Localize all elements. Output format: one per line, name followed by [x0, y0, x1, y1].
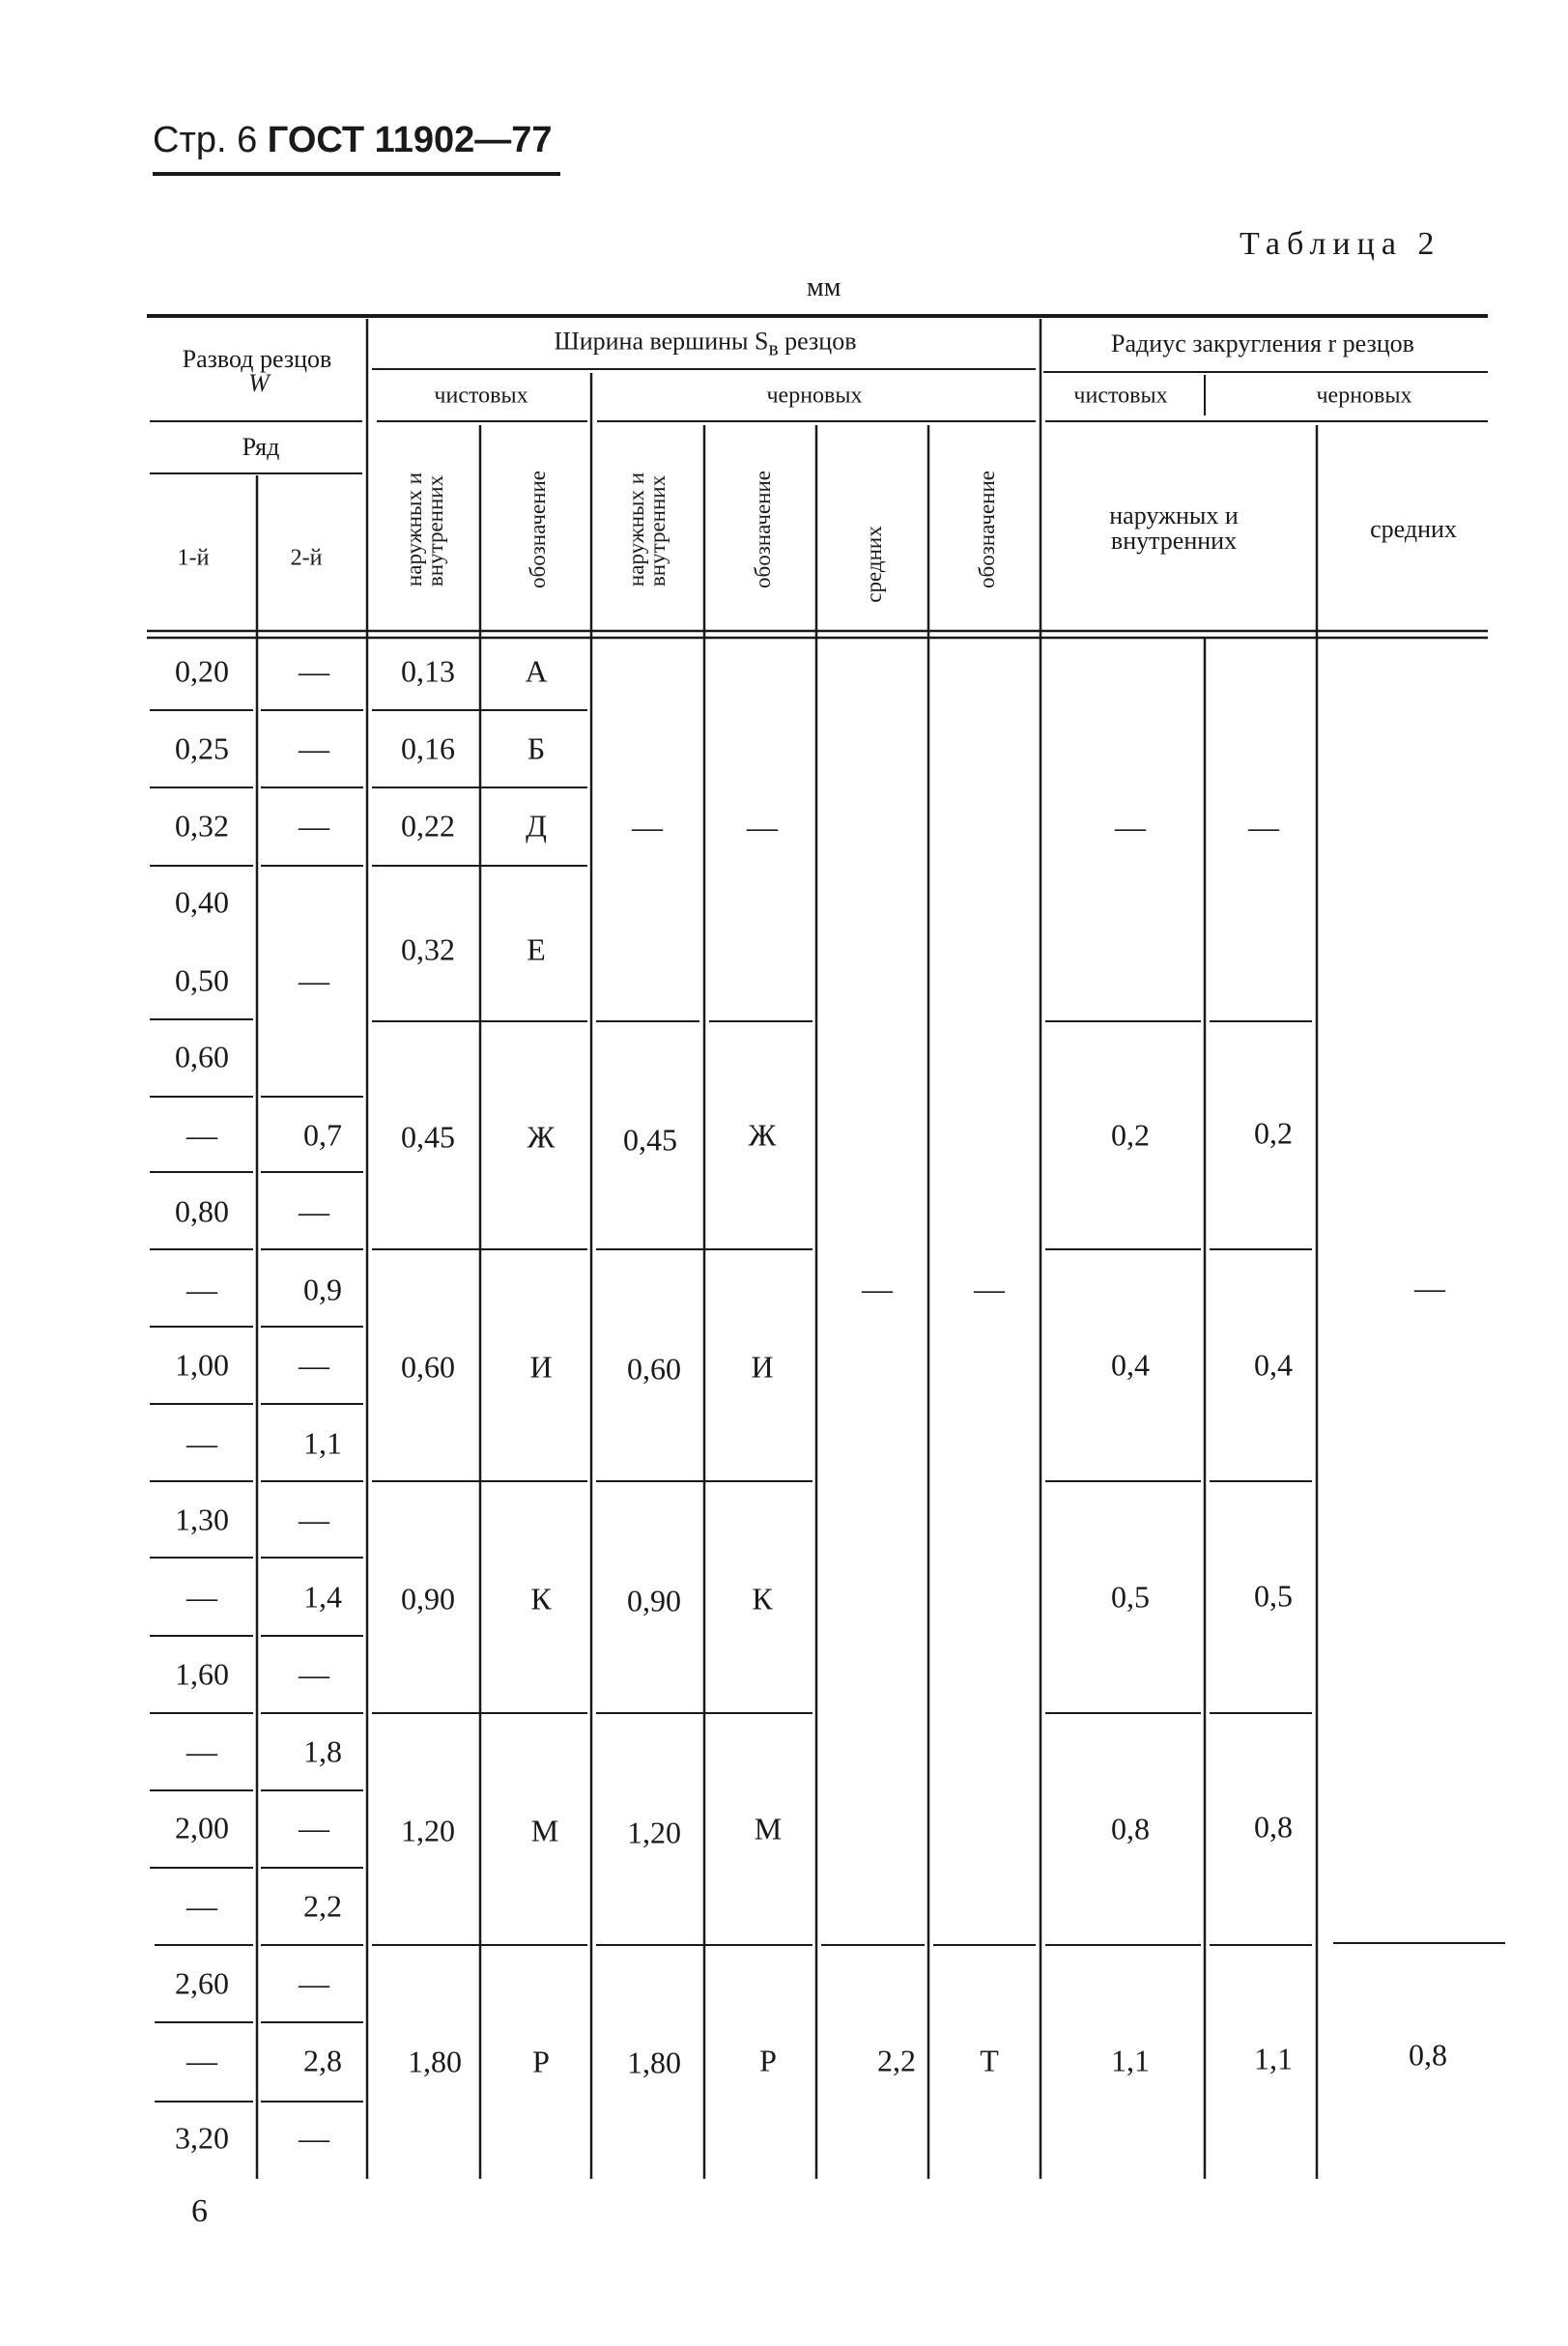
radius-finishing-cell: 0,4	[1111, 1347, 1150, 1383]
page-number: 6	[191, 2193, 208, 2229]
row2-cell: —	[299, 1502, 329, 1537]
radius-finishing-cell: 0,2	[1111, 1117, 1150, 1153]
finishing-code-cell: Д	[526, 808, 547, 844]
outer-inner-line2: внутренних	[423, 474, 447, 587]
roughing-outer-inner-header	[626, 472, 669, 586]
roughing-middle-code-cell: Т	[980, 2043, 999, 2078]
row1-cell: —	[186, 1117, 217, 1153]
roughing-middle-header: средних	[862, 526, 886, 603]
row1-cell: 0,40	[175, 884, 229, 920]
finishing-code-cell: М	[530, 1813, 559, 1848]
tip-width-header	[554, 327, 856, 360]
tip-width-tail: резцов	[784, 327, 857, 356]
roughing-width-cell: 0,45	[623, 1122, 677, 1158]
row2-cell: —	[299, 962, 329, 998]
roughing-width-cell: —	[632, 809, 663, 844]
radius-roughing-cell: 0,4	[1254, 1347, 1293, 1383]
finishing-width-cell: 0,16	[401, 730, 455, 766]
radius-finishing-cell: —	[1115, 809, 1146, 844]
spread-symbol: W	[248, 369, 270, 397]
roughing-code-cell: М	[754, 1811, 783, 1846]
outer-inner-line2: внутренних	[645, 474, 670, 587]
radius-roughing-cell: 1,1	[1254, 2041, 1293, 2076]
roughing-width-cell: 1,20	[627, 1815, 681, 1850]
finishing-width-cell: 0,22	[401, 808, 455, 844]
roughing-middle-designation-header: обозначение	[975, 471, 999, 588]
roughing-code-cell: К	[752, 1581, 773, 1616]
radius-finishing-header: чистовых	[1073, 383, 1168, 409]
finishing-designation-header: обозначение	[526, 471, 550, 588]
finishing-width-cell: 0,90	[401, 1581, 455, 1616]
row1-cell: 0,25	[175, 730, 229, 766]
finishing-code-cell: А	[525, 653, 548, 689]
finishing-code-cell: Б	[527, 730, 546, 766]
finishing-width-cell: 0,32	[401, 931, 455, 967]
finishing-code-cell: Е	[527, 931, 546, 967]
row1-cell: 3,20	[175, 2120, 229, 2156]
roughing-width-cell: 0,90	[627, 1583, 681, 1618]
row1-cell: 1,00	[175, 1347, 229, 1383]
row2-cell: 0,9	[303, 1272, 342, 1307]
roughing-middle-code-cell: —	[974, 1271, 1005, 1306]
radius-finishing-cell: 1,1	[1111, 2043, 1150, 2078]
row2-cell: 1,8	[303, 1733, 342, 1769]
roughing-code-cell: Ж	[748, 1117, 777, 1153]
row2-cell: —	[299, 730, 329, 766]
tip-width-subscript: в	[768, 336, 779, 360]
finishing-width-cell: 1,80	[408, 2044, 462, 2079]
row2-cell: —	[299, 653, 329, 689]
finishing-width-cell: 0,13	[401, 653, 455, 689]
finishing-header: чистовых	[434, 383, 528, 409]
row1-cell: 2,00	[175, 1810, 229, 1845]
row1-cell: 0,60	[175, 1039, 229, 1074]
spread-header: Развод резцов	[182, 345, 332, 373]
roughing-code-cell: И	[751, 1349, 774, 1385]
radius-roughing-header: черновых	[1316, 383, 1412, 409]
row2-cell: 1,1	[303, 1425, 342, 1461]
radius-roughing-cell: 0,5	[1254, 1578, 1293, 1614]
finishing-width-cell: 1,20	[401, 1813, 455, 1848]
row2-cell: —	[299, 1656, 329, 1692]
row2-cell: —	[299, 1810, 329, 1845]
roughing-width-cell: 0,60	[627, 1351, 681, 1387]
row2-cell: 1,4	[303, 1579, 342, 1615]
outer-inner-line1: наружных и	[402, 472, 426, 587]
finishing-code-cell: Р	[532, 2044, 550, 2079]
row1-cell: —	[186, 1425, 217, 1461]
radius-roughing-cell: 0,8	[1254, 1809, 1293, 1845]
radius-middle-cell: 0,8	[1409, 2037, 1447, 2073]
row1-cell: —	[186, 2043, 217, 2078]
row1-cell: 0,50	[175, 962, 229, 998]
roughing-middle-cell: —	[862, 1271, 893, 1306]
units-label: мм	[807, 272, 841, 302]
radius-middle-cell: —	[1414, 1270, 1445, 1305]
radius-finishing-cell: 0,8	[1111, 1811, 1150, 1846]
finishing-width-cell: 0,45	[401, 1119, 455, 1155]
row2-cell: —	[299, 808, 329, 844]
finishing-code-cell: Ж	[527, 1119, 556, 1155]
page-label: Стр. 6	[153, 120, 258, 160]
row1-cell: 0,32	[175, 808, 229, 844]
finishing-code-cell: И	[529, 1349, 553, 1385]
row2-header: 2-й	[290, 545, 323, 571]
radius-outer-inner-header: наружных и внутренних	[1109, 501, 1239, 555]
standard-number: ГОСТ 11902—77	[267, 120, 553, 160]
row1-cell: 2,60	[175, 1965, 229, 2001]
table-caption: Таблица 2	[1240, 226, 1441, 262]
finishing-width-cell: 0,60	[401, 1349, 455, 1385]
finishing-outer-inner-header	[404, 472, 446, 586]
row1-cell: —	[186, 1272, 217, 1307]
tip-width-label: Ширина вершины S	[554, 327, 769, 356]
row1-cell: —	[186, 1579, 217, 1615]
row2-cell: 0,7	[303, 1117, 342, 1153]
roughing-code-cell: Р	[759, 2043, 777, 2078]
radius-roughing-cell: 0,2	[1254, 1115, 1293, 1151]
row1-header: 1-й	[177, 545, 210, 571]
roughing-designation-header: обозначение	[751, 471, 775, 588]
roughing-code-cell: —	[747, 809, 778, 844]
roughing-middle-cell: 2,2	[877, 2043, 916, 2078]
radius-roughing-cell: —	[1248, 809, 1279, 844]
row2-cell: —	[299, 1965, 329, 2001]
row1-cell: —	[186, 1733, 217, 1769]
row-group-header: Ряд	[242, 433, 280, 461]
finishing-code-cell: К	[530, 1581, 552, 1616]
roughing-width-cell: 1,80	[627, 2045, 681, 2080]
row2-cell: 2,2	[303, 1888, 342, 1924]
row2-cell: —	[299, 1347, 329, 1383]
row1-cell: 0,80	[175, 1193, 229, 1229]
row2-cell: 2,8	[303, 2043, 342, 2078]
radius-middle-header: средних	[1370, 515, 1457, 543]
outer-inner-line1: наружных и	[624, 472, 648, 587]
row1-cell: —	[186, 1888, 217, 1924]
row2-cell: —	[299, 2120, 329, 2156]
roughing-header: черновых	[766, 383, 863, 409]
row2-cell: —	[299, 1193, 329, 1229]
row1-cell: 0,20	[175, 653, 229, 689]
radius-finishing-cell: 0,5	[1111, 1579, 1150, 1615]
radius-header: Радиус закругления r резцов	[1111, 329, 1414, 358]
row1-cell: 1,60	[175, 1656, 229, 1692]
row1-cell: 1,30	[175, 1502, 229, 1537]
